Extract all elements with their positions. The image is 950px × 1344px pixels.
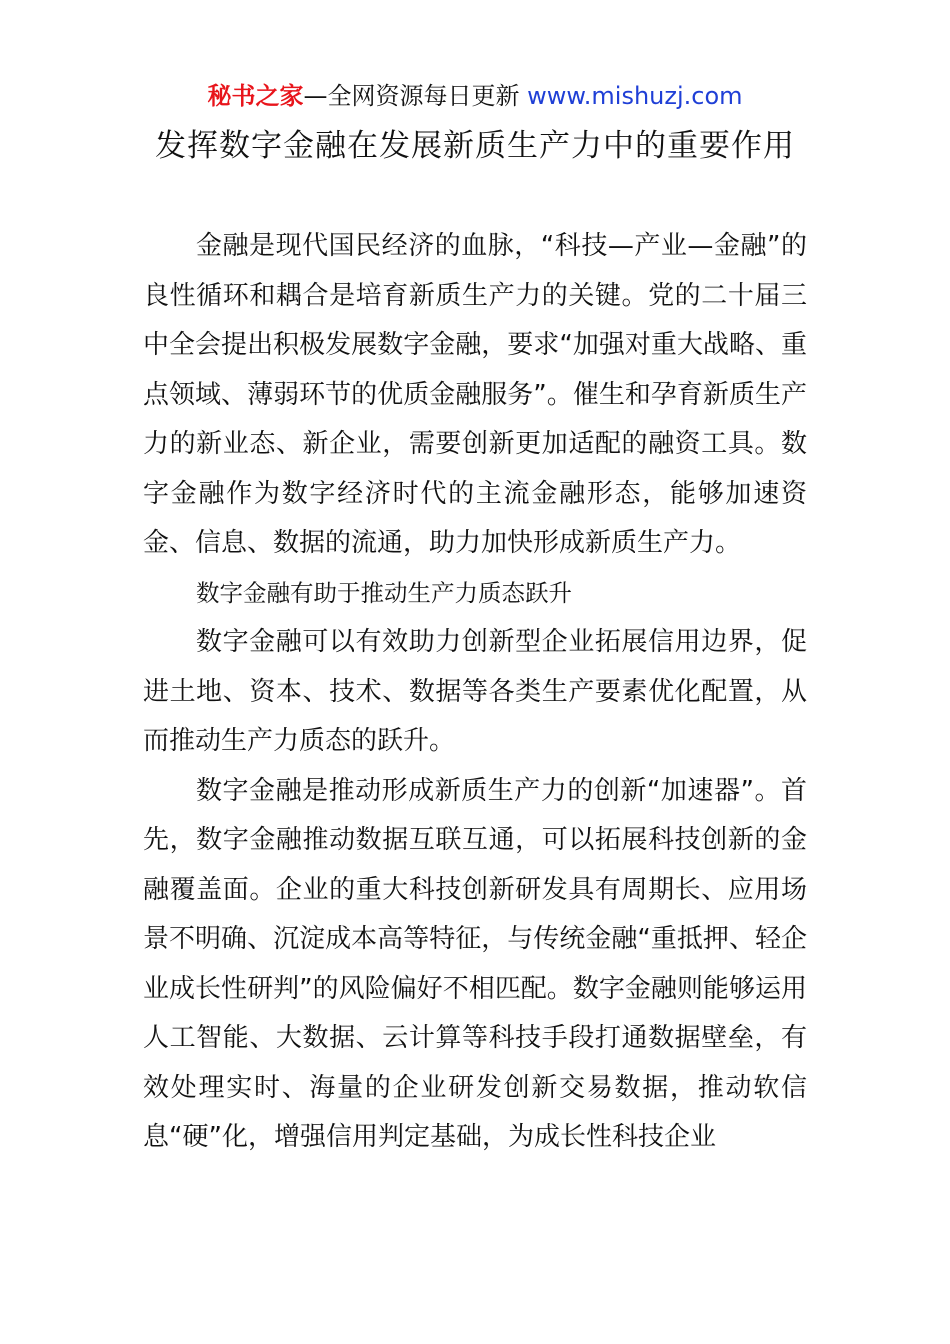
document-title: 发挥数字金融在发展新质生产力中的重要作用 [155,128,795,164]
site-url-link[interactable]: www.mishuzj.com [527,82,743,110]
body-paragraph-3: 数字金融是推动形成新质生产力的创新“加速器”。首先，数字金融推动数据互联互通，可以拓展科技创新的金融覆盖面。企业的重大科技创新研发具有周期长、应用场景不明确、沉淀成本高等特征，与传统金融“重抵押、轻企业成长性研判”的风险偏好不相匹配。数字金融则能够运用人工智能、大数据、云计算等科技手段打通数据壁垒，有效处理实时、海量的企业研发创新交易数据，推动软信息“硬”化，增强信用判定基础，为成长性科技企业 [143,775,807,1152]
site-header [0,80,950,112]
site-tagline: —全网资源每日更新 [303,82,528,110]
site-brand: 秘书之家 [207,82,304,110]
document-body [143,222,807,1163]
body-paragraph-1: 金融是现代国民经济的血脉，“科技—产业—金融”的良性循环和耦合是培育新质生产力的关键。党的二十届三中全会提出积极发展数字金融，要求“加强对重大战略、重点领域、薄弱环节的优质金融服务”。催生和孕育新质生产力的新业态、新企业，需要创新更加适配的融资工具。数字金融作为数字经济时代的主流金融形态，能够加速资金、信息、数据的流通，助力加快形成新质生产力。 [143,231,807,558]
body-paragraph-2: 数字金融可以有效助力创新型企业拓展信用边界，促进土地、资本、技术、数据等各类生产要素优化配置，从而推动生产力质态的跃升。 [143,627,807,756]
section-subheading: 数字金融有助于推动生产力质态跃升 [196,578,572,607]
